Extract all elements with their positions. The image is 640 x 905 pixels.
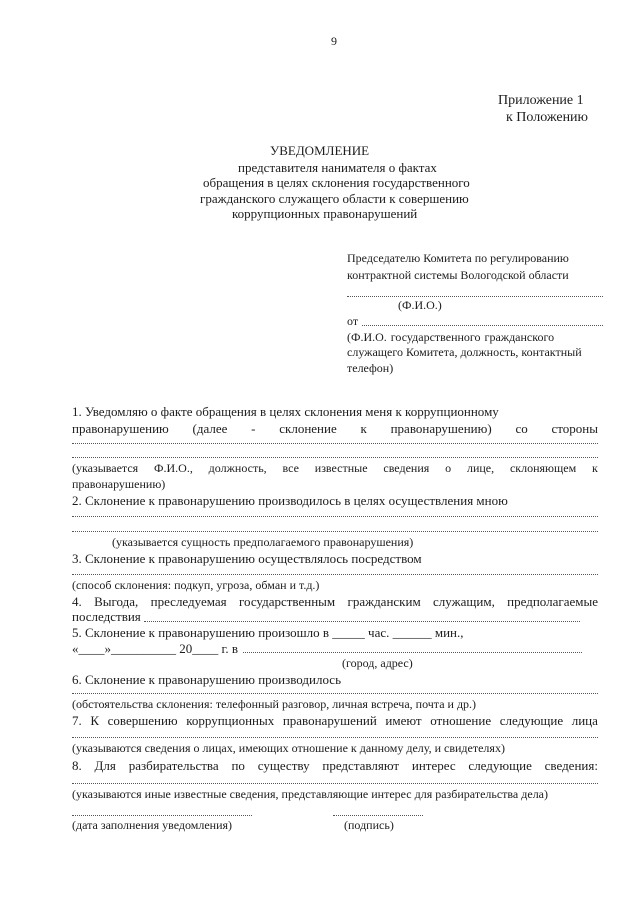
title-line4: коррупционных правонарушений (232, 206, 418, 221)
p1-line2: правонарушению (далее - склонение к правонарушению) со стороны (72, 421, 598, 436)
from-caption-3: телефон) (347, 361, 394, 375)
date-line (72, 815, 252, 816)
page-number: 9 (331, 34, 337, 48)
p8-line (72, 783, 598, 784)
p1-line1: 1. Уведомляю о факте обращения в целях склонения меня к коррупционному (72, 404, 499, 419)
p1-line-a (72, 443, 598, 444)
p3: 3. Склонение к правонарушению осуществлялось посредством (72, 551, 422, 566)
fio-line (347, 296, 603, 297)
appendix-line1: Приложение 1 (498, 93, 584, 108)
date-caption: (дата заполнения уведомления) (72, 818, 233, 832)
addressee-line2: контрактной системы Вологодской области (347, 268, 569, 282)
p7-caption: (указываются сведения о лицах, имеющих отношение к данному делу, и свидетелях) (72, 741, 505, 755)
addressee-line1: Председателю Комитета по регулированию (347, 251, 569, 265)
p7-line1: 7. К совершению коррупционных правонарушений имеют отношение следующие лица (72, 713, 598, 728)
p1-caption: (указывается Ф.И.О., должность, все известные сведения о лице, склоняющем к (72, 461, 598, 475)
p6-line (72, 693, 598, 694)
p8-caption: (указываются иные известные сведения, представляющие интерес для разбирательства дела) (72, 787, 549, 801)
p2-line-b (72, 531, 598, 532)
p5-line1: 5. Склонение к правонарушению произошло в _____ час. ______ мин., (72, 625, 464, 640)
from-label: от (347, 314, 359, 328)
p5-caption: (город, адрес) (342, 656, 413, 670)
p6: 6. Склонение к правонарушению производилось (72, 672, 341, 687)
from-line (362, 325, 603, 326)
p2-caption: (указывается сущность предполагаемого правонарушения) (112, 535, 414, 549)
p2-line-a (72, 516, 598, 517)
title-heading: УВЕДОМЛЕНИЕ (270, 143, 370, 158)
p5-line2: «____»__________ 20____ г. в (72, 641, 239, 656)
fio-caption: (Ф.И.О.) (398, 298, 442, 312)
from-caption-2: служащего Комитета, должность, контактный (347, 345, 582, 359)
appendix-line2: к Положению (506, 110, 589, 125)
p3-caption: (способ склонения: подкуп, угроза, обман и т.д.) (72, 578, 320, 592)
p5-place-line (243, 652, 582, 653)
title-line1: представителя нанимателя о фактах (238, 160, 437, 175)
from-caption-1: (Ф.И.О. государственного гражданского (347, 330, 555, 344)
p2: 2. Склонение к правонарушению производилось в целях осуществления мною (72, 493, 508, 508)
p4-line1: 4. Выгода, преследуемая государственным гражданским служащим, предполагаемые (72, 594, 598, 609)
sign-caption: (подпись) (344, 818, 394, 832)
p8-line1: 8. Для разбирательства по существу представляют интерес следующие сведения: (72, 758, 598, 773)
p4-line2: последствия (72, 609, 141, 624)
sign-line (333, 815, 423, 816)
p1-caption-2: правонарушению) (72, 477, 166, 491)
title-line2: обращения в целях склонения государственного (203, 175, 470, 190)
p3-line (72, 574, 598, 575)
p4-line (144, 621, 580, 622)
p7-line (72, 737, 598, 738)
p6-caption: (обстоятельства склонения: телефонный разговор, личная встреча, почта и др.) (72, 697, 477, 711)
title-line3: гражданского служащего области к совершению (200, 191, 469, 206)
p1-line-b (72, 457, 598, 458)
